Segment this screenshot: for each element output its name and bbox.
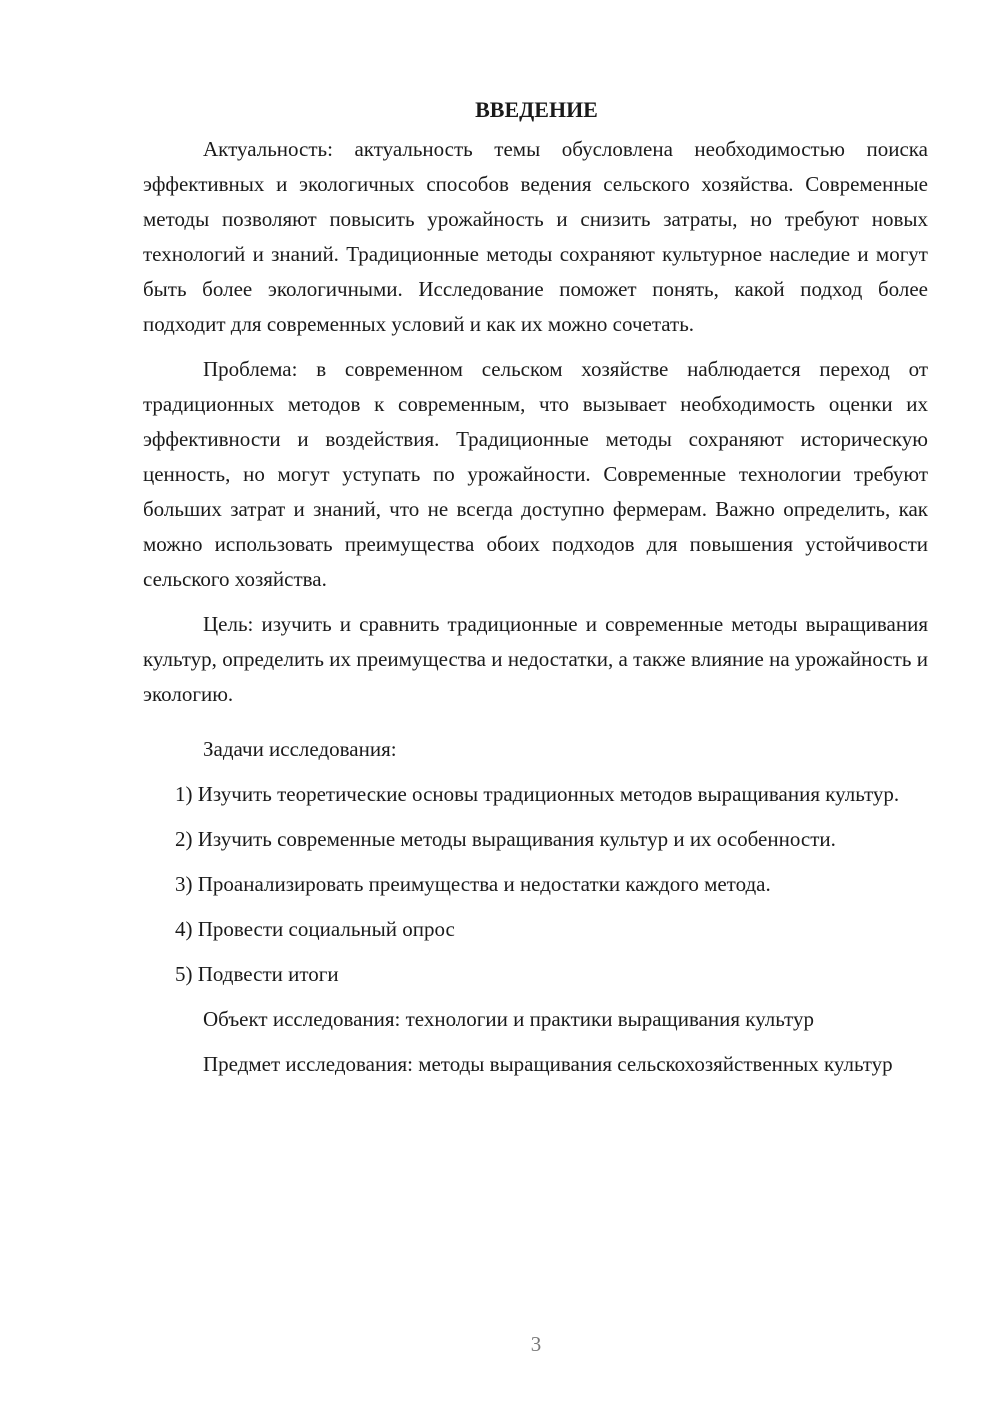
paragraph-problem: Проблема: в современном сельском хозяйстве наблюдается переход от традиционных методов к современным, что вызывает необходимость оценки их эффективности и воздействия. Традиционные методы сохраняют историческую ценность, но могут уступать по урожайности. Современные технологии требуют больших затрат и знаний, что не всегда доступно фермерам. Важно определить, как можно использовать преимущества обоих подходов для повышения устойчивости сельского хозяйства. [143,357,928,591]
paragraph-relevance: Актуальность: актуальность темы обусловлена необходимостью поиска эффективных и экологичных способов ведения сельского хозяйства. Современные методы позволяют повысить урожайность и снизить затраты, но требуют новых технологий и знаний. Традиционные методы сохраняют культурное наследие и могут быть более экологичными. Исследование поможет понять, какой подход более подходит для современных условий и как их можно сочетать. [143,137,928,336]
task-item: 1) Изучить теоретические основы традиционных методов выращивания культур. [175,782,900,806]
task-item: 2) Изучить современные методы выращивания культур и их особенности. [175,827,836,851]
paragraph-subject: Предмет исследования: методы выращивания сельскохозяйственных культур [203,1052,893,1076]
paragraph-object: Объект исследования: технологии и практики выращивания культур [203,1007,814,1031]
task-item: 3) Проанализировать преимущества и недостатки каждого метода. [175,872,771,896]
task-item: 4) Провести социальный опрос [175,917,455,941]
task-item: 5) Подвести итоги [175,962,339,986]
section-title: ВВЕДЕНИЕ [475,97,598,122]
page-number: 3 [530,1332,542,1356]
paragraph-tasks-heading: Задачи исследования: [203,737,397,761]
document-body [143,92,928,1082]
paragraph-goal: Цель: изучить и сравнить традиционные и современные методы выращивания культур, определить их преимущества и недостатки, а также влияние на урожайность и экологию. [143,612,928,706]
